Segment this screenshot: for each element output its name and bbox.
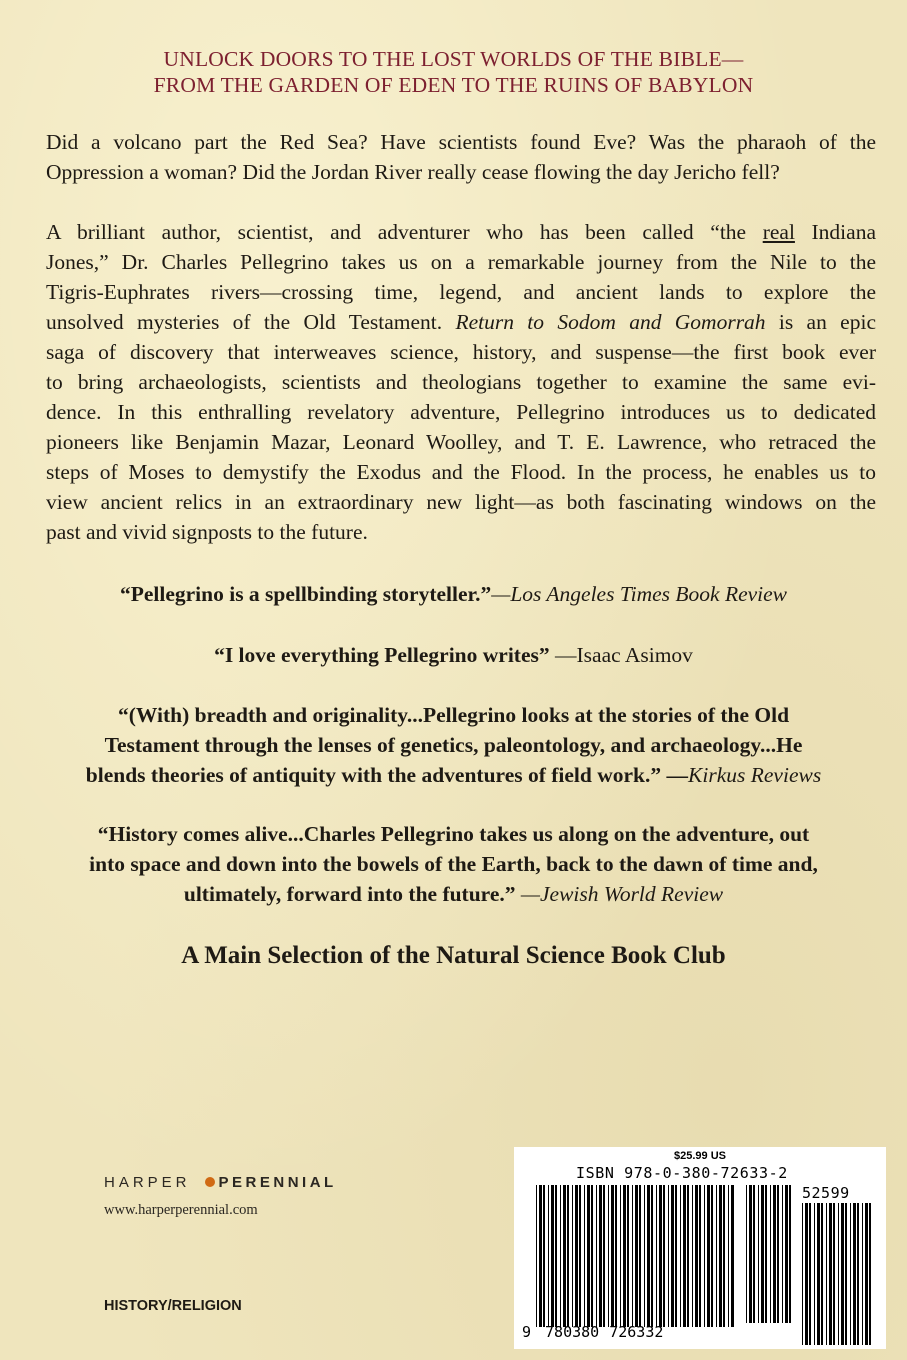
barcode-bar	[687, 1185, 689, 1327]
barcode-bar	[850, 1203, 851, 1345]
barcode-bar	[611, 1185, 614, 1327]
barcode-bar	[671, 1185, 674, 1327]
barcode-bar	[716, 1185, 717, 1327]
quote-line-1: “(With) breadth and originality...Pellegrino looks at the stories of the Old	[117, 703, 790, 727]
quote-line-3	[30, 760, 877, 790]
quote-line-3	[30, 879, 877, 909]
barcode-bar	[596, 1185, 597, 1327]
quote-line	[30, 640, 877, 670]
barcode-bar	[711, 1185, 713, 1327]
quote-line	[30, 579, 877, 609]
barcode-bar	[749, 1185, 752, 1323]
barcode-bar	[563, 1185, 566, 1327]
underlined-word: real	[762, 220, 795, 244]
description-line-11: past and vivid signposts to the future.	[46, 520, 368, 544]
barcode-bar	[615, 1185, 617, 1327]
barcode-bar	[551, 1185, 554, 1327]
description-line-10: view ancient relics in an extraordinary new light—as both fascinating windows on the	[46, 490, 876, 514]
intro-line-2: Oppression a woman? Did the Jordan River really cease flowing the day Jericho fell?	[46, 160, 780, 184]
barcode-bar	[548, 1185, 549, 1327]
barcode-bar	[814, 1203, 815, 1345]
description-line-8: pioneers like Benjamin Mazar, Leonard Woolley, and T. E. Lawrence, who retraced the	[46, 430, 876, 454]
barcode-bar	[543, 1185, 545, 1327]
headline-line-1: UNLOCK DOORS TO THE LOST WORLDS OF THE BIBLE—	[163, 47, 744, 71]
barcode-bar	[632, 1185, 633, 1327]
book-club-selection: A Main Selection of the Natural Science Book Club	[181, 942, 726, 969]
barcode-bar	[862, 1203, 863, 1345]
quote-text: “Pellegrino is a spellbinding storyteller.”	[119, 582, 492, 606]
barcode-bar	[833, 1203, 835, 1345]
barcode-bar	[770, 1185, 771, 1323]
ean-first-digit: 9	[522, 1323, 532, 1341]
quote-text: “I love everything Pellegrino writes”	[214, 643, 550, 667]
ean-left-digits: 780380	[545, 1323, 600, 1341]
barcode-bar	[567, 1185, 569, 1327]
barcode-bar	[773, 1185, 776, 1323]
quote-source: Kirkus Reviews	[688, 763, 822, 787]
description-line-6: to bring archaeologists, scientists and theologians together to examine the same evi-	[46, 370, 876, 394]
quote-dash: —	[661, 763, 689, 787]
description-line-7: dence. In this enthralling revelatory adventure, Pellegrino introduces us to dedicated	[46, 400, 876, 424]
barcode-bar	[639, 1185, 641, 1327]
barcode-bar	[680, 1185, 681, 1327]
barcode-bar	[841, 1203, 844, 1345]
barcode-bar	[536, 1185, 537, 1327]
quote-source: —Los Angeles Times Book Review	[491, 582, 788, 606]
quote-line-2: into space and down into the bowels of the Earth, back to the dawn of time and,	[89, 852, 818, 876]
barcode-bar	[555, 1185, 557, 1327]
barcode-bar	[753, 1185, 755, 1323]
ean-digits	[522, 1323, 663, 1341]
orange-dot-icon	[205, 1177, 215, 1187]
text-run: Indiana	[794, 220, 876, 244]
headline-line-2: FROM THE GARDEN OF EDEN TO THE RUINS OF BABYLON	[153, 73, 754, 97]
barcode-bar	[789, 1185, 791, 1323]
ean-right-digits: 726332	[609, 1323, 664, 1341]
barcode-bar	[539, 1185, 542, 1327]
barcode-bar	[805, 1203, 808, 1345]
barcode-bar	[785, 1185, 788, 1323]
barcode-bar	[853, 1203, 856, 1345]
text-run: unsolved mysteries of the Old Testament.	[46, 310, 456, 334]
text-run: A brilliant author, scientist, and adventurer who has been called “the	[46, 220, 763, 244]
category-label: HISTORY/RELIGION	[104, 1298, 242, 1314]
barcode-bar	[865, 1203, 868, 1345]
intro-line-1: Did a volcano part the Red Sea? Have scientists found Eve? Was the pharaoh of the	[46, 130, 876, 154]
barcode-bar	[647, 1185, 650, 1327]
description-line-2: Jones,” Dr. Charles Pellegrino takes us on a remarkable journey from the Nile to the	[46, 250, 876, 274]
price-label: $25.99 US	[674, 1150, 726, 1162]
barcode-bar	[627, 1185, 629, 1327]
intro-paragraph	[46, 127, 876, 187]
review-quote-asimov	[30, 640, 877, 670]
barcode-bar	[809, 1203, 811, 1345]
text-run: is an epic	[765, 310, 876, 334]
review-quote-jewish-world	[30, 819, 877, 909]
barcode-bar	[857, 1203, 859, 1345]
barcode-bar	[683, 1185, 686, 1327]
barcode-bar	[692, 1185, 693, 1327]
barcode-bar	[746, 1185, 747, 1323]
barcode-bar	[608, 1185, 609, 1327]
barcode-bar	[817, 1203, 820, 1345]
barcode-bar	[659, 1185, 662, 1327]
barcode-bar	[591, 1185, 593, 1327]
publisher-website: www.harperperennial.com	[104, 1202, 258, 1218]
barcode-bar	[572, 1185, 573, 1327]
quote-text: ultimately, forward into the future.”	[183, 882, 516, 906]
barcode-bar	[777, 1185, 779, 1323]
barcode-bar	[731, 1185, 734, 1327]
barcode-bar	[663, 1185, 665, 1327]
barcode-bar	[635, 1185, 638, 1327]
barcode-bar	[675, 1185, 677, 1327]
description-line-4	[46, 307, 876, 337]
barcode-bar	[765, 1185, 767, 1323]
quote-source: —Isaac Asimov	[549, 643, 693, 667]
barcode-bar	[620, 1185, 621, 1327]
barcode-bar	[845, 1203, 847, 1345]
barcode-bar	[644, 1185, 645, 1327]
barcode-bar	[579, 1185, 581, 1327]
barcode-bar	[758, 1185, 759, 1323]
barcode-bar	[651, 1185, 653, 1327]
isbn-label: ISBN 978-0-380-72633-2	[576, 1164, 788, 1182]
barcode-panel	[514, 1147, 886, 1349]
barcode-bar	[707, 1185, 710, 1327]
review-quote-kirkus	[30, 700, 877, 790]
description-line-1	[46, 217, 876, 247]
barcode-bar	[829, 1203, 832, 1345]
barcode-bar	[575, 1185, 578, 1327]
barcode-bar	[821, 1203, 823, 1345]
barcode-bar	[704, 1185, 705, 1327]
publisher-harper: HARPER	[104, 1174, 191, 1191]
headline	[0, 46, 907, 98]
barcode-bar	[728, 1185, 729, 1327]
barcode-bar	[802, 1203, 803, 1345]
barcode-bar	[761, 1185, 764, 1323]
barcode-bar	[656, 1185, 657, 1327]
description-line-9: steps of Moses to demystify the Exodus and the Flood. In the process, he enables us to	[46, 460, 876, 484]
quote-line-1: “History comes alive...Charles Pellegrino takes us along on the adventure, out	[97, 822, 810, 846]
publisher-perennial: PERENNIAL	[218, 1174, 337, 1191]
barcode-bar	[838, 1203, 839, 1345]
barcode-bar	[560, 1185, 561, 1327]
review-quote-la-times	[30, 579, 877, 609]
quote-line-2: Testament through the lenses of genetics, paleontology, and archaeology...He	[104, 733, 803, 757]
barcode-bar	[699, 1185, 701, 1327]
barcode-bar	[584, 1185, 585, 1327]
publisher-logo	[104, 1174, 337, 1191]
barcode-bar	[668, 1185, 669, 1327]
barcode-bar	[695, 1185, 698, 1327]
barcode-bar	[587, 1185, 590, 1327]
addon-digits: 52599	[802, 1184, 850, 1202]
barcode-icon	[514, 1147, 886, 1349]
barcode-bar	[826, 1203, 827, 1345]
description-paragraph	[46, 217, 876, 547]
quote-source: —Jewish World Review	[515, 882, 724, 906]
barcode-bar	[719, 1185, 722, 1327]
description-line-5: saga of discovery that interweaves science, history, and suspense—the first book ever	[46, 340, 876, 364]
barcode-bar	[623, 1185, 626, 1327]
barcode-bar	[782, 1185, 783, 1323]
barcode-bar	[599, 1185, 602, 1327]
barcode-bar	[723, 1185, 725, 1327]
book-title: Return to Sodom and Gomorrah	[455, 310, 766, 334]
quote-text: blends theories of antiquity with the adventures of field work.”	[85, 763, 662, 787]
description-line-3: Tigris-Euphrates rivers—crossing time, legend, and ancient lands to explore the	[46, 280, 876, 304]
barcode-bar	[869, 1203, 871, 1345]
barcode-bar	[603, 1185, 605, 1327]
